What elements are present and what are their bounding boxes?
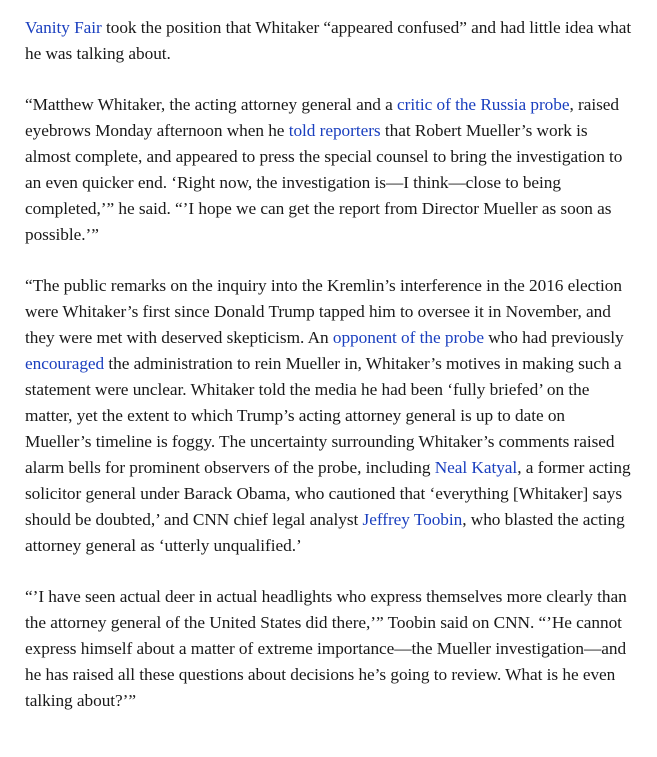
- paragraph-text: the administration to rein Mueller in, Whitaker’s motives in making such a statement were unclear. Whitaker told the media he had been ‘fully briefed’ on the matter, yet the extent to which Trump’s acting attorney general is up to date on Mueller’s timeline is foggy. The uncertainty surrounding Whitaker’s comments raised alarm bells for prominent observers of the probe, including: [25, 354, 622, 477]
- link-opponent-of-the-probe[interactable]: opponent of the probe: [332, 328, 484, 347]
- paragraph-text: took the position that Whitaker “appeared confused” and had little idea what he was talking about.: [25, 18, 632, 63]
- paragraph-public-remarks: [25, 273, 635, 559]
- article-body: [25, 15, 635, 739]
- paragraph-vanity-fair: [25, 15, 635, 67]
- paragraph-text: “Matthew Whitaker, the acting attorney general and a: [25, 95, 398, 114]
- paragraph-text: , who blasted the acting attorney general as ‘utterly unqualified.’: [25, 510, 625, 555]
- paragraph-text: , a former acting solicitor general under Barack Obama, who cautioned that ‘everything [Whitaker] says should be doubted,’ and CNN chief legal analyst: [25, 458, 631, 529]
- paragraph-text: “The public remarks on the inquiry into the Kremlin’s interference in the 2016 election were Whitaker’s first since Donald Trump tapped him to oversee it in November, and they were met with deserved skepticism. An: [25, 276, 622, 347]
- link-encouraged[interactable]: encouraged: [25, 354, 105, 373]
- paragraph-whitaker-quote: [25, 92, 635, 248]
- link-told-reporters[interactable]: told reporters: [288, 121, 381, 140]
- link-jeffrey-toobin[interactable]: Jeffrey Toobin: [362, 510, 463, 529]
- link-critic-of-russia-probe[interactable]: critic of the Russia probe: [397, 95, 570, 114]
- paragraph-text: “’I have seen actual deer in actual headlights who express themselves more clearly than the attorney general of the United States did there,’” Toobin said on CNN. “’He cannot express himself about a matter of extreme importance—the Mueller investigation—and he has raised all these questions about decisions he’s going to review. What is he even talking about?’”: [25, 587, 627, 710]
- paragraph-toobin-quote: [25, 584, 635, 714]
- link-vanity-fair[interactable]: Vanity Fair: [25, 18, 102, 37]
- paragraph-text: who had previously: [483, 328, 624, 347]
- paragraph-text: that Robert Mueller’s work is almost complete, and appeared to press the special counsel to bring the investigation to an even quicker end. ‘Right now, the investigation is—I think—close to being completed,’” he said. “’I hope we can get the report from Director Mueller as soon as possible.’”: [25, 121, 623, 244]
- link-neal-katyal[interactable]: Neal Katyal: [434, 458, 518, 477]
- paragraph-text: , raised eyebrows Monday afternoon when he: [25, 95, 619, 140]
